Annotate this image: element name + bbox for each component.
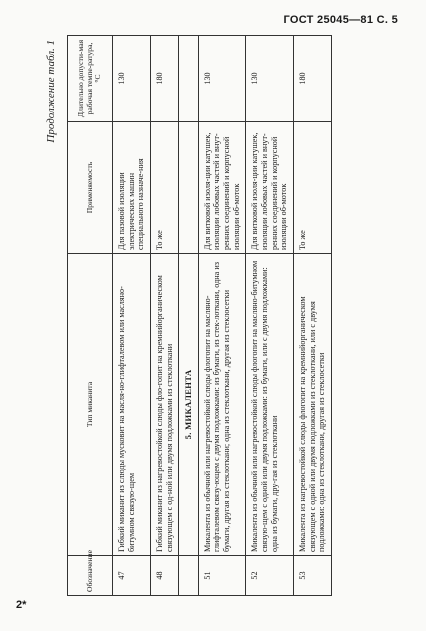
row-type: Микалента из нагревостойкой слюды флогопит на кремнийорганическом связующем с одной или двумя подложками из стеклоткани, или с двумя подложками: одна из стеклоткани, другая из стеклосетки (293, 254, 331, 556)
section-spacer (179, 36, 198, 122)
row-type: Гибкий миканит из слюды мусковит на масля-но-глифталевом или масляно-битумном связую-щем (113, 254, 151, 556)
row-code: 53 (293, 556, 331, 596)
row-type: Гибкий миканит из нагревостойкой слюды фло-гопит на кремнийорганическом связующем с од-ной или двумя подложками из стеклоткани (151, 254, 179, 556)
header-type: Тип миканита (68, 254, 113, 556)
header-use: Применяемость (68, 122, 113, 254)
row-code: 48 (151, 556, 179, 596)
mica-table (67, 35, 332, 596)
row-temp: 130 (113, 36, 151, 122)
section-spacer (179, 556, 198, 596)
row-code: 47 (113, 556, 151, 596)
row-temp: 130 (246, 36, 294, 122)
row-use: То же (151, 122, 179, 254)
row-use: Для витковой изоля-ции катушек, изоляции лобовых частей и внут-ренних соединений и корпусной изоляции об-моток (246, 122, 294, 254)
section-spacer (179, 122, 198, 254)
row-use: Для витковой изоля-ции катушек, изоляции лобовых частей и внут-ренних соединений и корпусной изоляции об-моток (198, 122, 246, 254)
table-row (151, 36, 179, 596)
table-row (246, 36, 294, 596)
section-title: 5. МИКАЛЕНТА (179, 254, 198, 556)
table-continuation-label: Продолжение табл. 1 (45, 40, 57, 143)
row-temp: 180 (293, 36, 331, 122)
row-use: То же (293, 122, 331, 254)
section-row (179, 36, 198, 596)
table-row (293, 36, 331, 596)
page-footer-mark: 2* (16, 599, 27, 611)
row-type: Микалента из обычной или нагревостойкой слюды флогопит на масляно-битумном связую-щем с одной или двумя подложками: из бумаги, или с двумя подложками: одна из бумаги, дру-гая из стеклоткани (246, 254, 294, 556)
row-type: Микалента из обычной или нагревостойкой слюды флогопит на масляно-глифталевом связу-ющем с двумя подложками: из бумаги, из стек-лоткани, одна из бумаги, другая из стеклоткани; одна из стеклоткани, другая из стеклосетки (198, 254, 246, 556)
page-header: ГОСТ 25045—81 С. 5 (283, 14, 398, 26)
row-code: 52 (246, 556, 294, 596)
table-row (113, 36, 151, 596)
table-row (198, 36, 246, 596)
row-code: 51 (198, 556, 246, 596)
row-use: Для пазовой изоляции электрических машин специального назначе-ния (113, 122, 151, 254)
table-header-row (68, 36, 113, 596)
header-code: Обозначение (68, 556, 113, 596)
rotated-table-sheet (45, 36, 385, 596)
row-temp: 180 (151, 36, 179, 122)
row-temp: 130 (198, 36, 246, 122)
header-temp: Длительно допусти-мая рабочая темпе-ратура, °C (68, 36, 113, 122)
